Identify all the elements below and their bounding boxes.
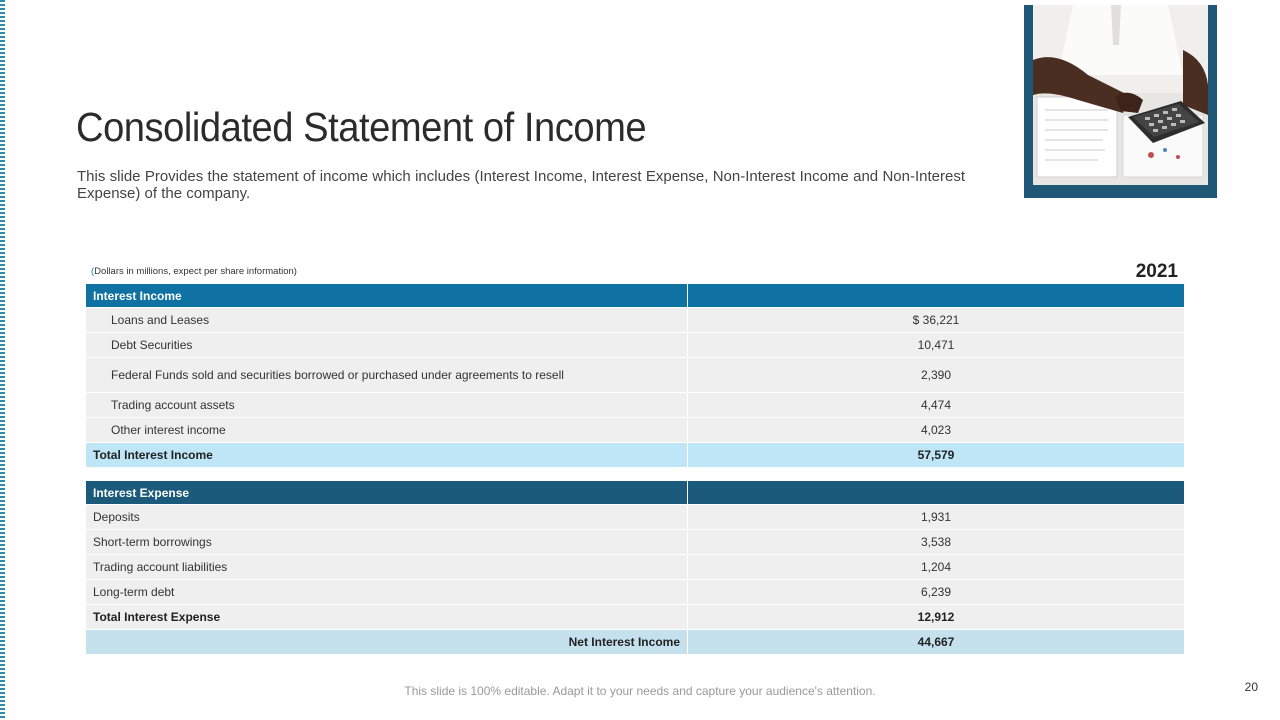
row-label: Trading account assets	[86, 393, 688, 418]
row-value: 1,204	[688, 555, 1185, 580]
row-value: 10,471	[688, 333, 1185, 358]
footer-note: This slide is 100% editable. Adapt it to your needs and capture your audience's attention.	[404, 684, 876, 698]
table-row	[86, 418, 1185, 443]
row-label: Trading account liabilities	[86, 555, 688, 580]
total-interest-expense-value: 12,912	[688, 605, 1185, 630]
table-row	[86, 555, 1185, 580]
interest-expense-header: Interest Expense	[86, 481, 688, 505]
interest-expense-header-value-cell	[688, 481, 1185, 505]
year-label: 2021	[1135, 261, 1178, 282]
table-row	[86, 505, 1185, 530]
row-value: 3,538	[688, 530, 1185, 555]
page-title: Consolidated Statement of Income	[76, 104, 647, 150]
table-row	[86, 393, 1185, 418]
net-interest-income-label: Net Interest Income	[86, 630, 688, 655]
row-value: 6,239	[688, 580, 1185, 605]
row-label: Debt Securities	[86, 333, 688, 358]
interest-expense-header-row	[86, 481, 1185, 505]
row-value: 4,474	[688, 393, 1185, 418]
table-row	[86, 580, 1185, 605]
table-row	[86, 333, 1185, 358]
units-note-paren: (	[91, 266, 95, 277]
row-value: $ 36,221	[688, 308, 1185, 333]
total-interest-expense-label: Total Interest Expense	[86, 605, 688, 630]
photo-illustration	[1033, 5, 1208, 185]
row-label: Short-term borrowings	[86, 530, 688, 555]
page-subtitle: This slide Provides the statement of income which includes (Interest Income, Interest Expense, Non-Interest Income and Non-Interest Expense) of the company.	[77, 168, 965, 202]
row-label: Long-term debt	[86, 580, 688, 605]
decorative-left-border	[0, 0, 5, 720]
spacer-row	[86, 468, 1185, 481]
units-note	[91, 266, 297, 277]
net-interest-income-value: 44,667	[688, 630, 1185, 655]
table-row	[86, 308, 1185, 333]
row-label: Other interest income	[86, 418, 688, 443]
units-note-text: Dollars in millions, expect per share information)	[94, 266, 297, 277]
row-label: Loans and Leases	[86, 308, 688, 333]
row-value: 1,931	[688, 505, 1185, 530]
net-interest-income-row	[86, 630, 1185, 655]
row-label: Federal Funds sold and securities borrowed or purchased under agreements to resell	[86, 358, 688, 393]
total-interest-expense-row	[86, 605, 1185, 630]
interest-income-header-row	[86, 284, 1185, 308]
row-value: 2,390	[688, 358, 1185, 393]
person-with-calculator-photo	[1024, 5, 1217, 198]
row-value: 4,023	[688, 418, 1185, 443]
table-row	[86, 530, 1185, 555]
row-label: Deposits	[86, 505, 688, 530]
income-table	[85, 283, 1185, 655]
page-number: 20	[1244, 680, 1258, 694]
total-interest-income-label: Total Interest Income	[86, 443, 688, 468]
table-row	[86, 358, 1185, 393]
interest-income-header-value-cell	[688, 284, 1185, 308]
total-interest-income-value: 57,579	[688, 443, 1185, 468]
interest-income-header: Interest Income	[86, 284, 688, 308]
total-interest-income-row	[86, 443, 1185, 468]
